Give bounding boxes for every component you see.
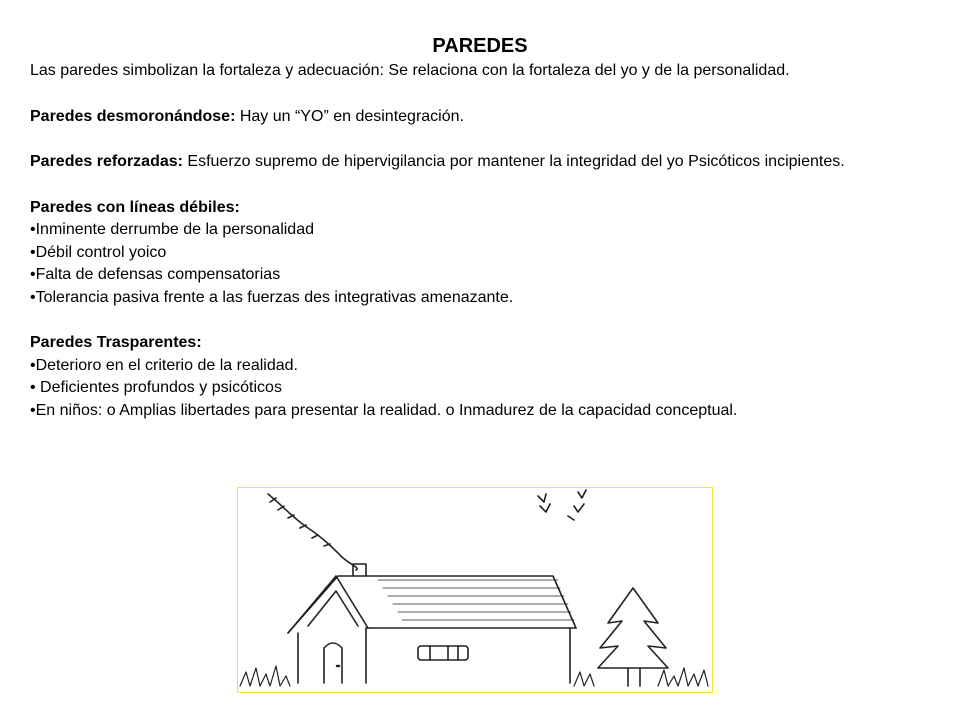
desmoronandose-label: Paredes desmoronándose: <box>30 107 236 125</box>
bird-mark <box>538 490 586 520</box>
grass <box>240 666 708 686</box>
reforzadas-label: Paredes reforzadas: <box>30 153 183 170</box>
door <box>324 643 342 683</box>
debiles-item: •Débil control yoico <box>30 243 167 261</box>
tree-trunk <box>628 668 640 686</box>
roof-shading <box>378 580 574 620</box>
tree <box>598 588 668 668</box>
desmoronandose-text: Hay un “YO” en desintegración. <box>235 107 464 125</box>
gable-inner <box>308 591 358 626</box>
trasparentes-item: •Deterioro en el criterio de la realidad. <box>30 356 298 374</box>
gable <box>288 576 368 633</box>
intro-paragraph: Las paredes simbolizan la fortaleza y adecuación: Se relaciona con la fortaleza del yo y de la personalidad. <box>30 62 790 79</box>
trasparentes-heading: Paredes Trasparentes: <box>30 334 202 351</box>
house-drawing <box>237 487 713 693</box>
debiles-item: •Falta de defensas compensatorias <box>30 266 281 283</box>
reforzadas-text: Esfuerzo supremo de hipervigilancia por mantener la integridad del yo Psicóticos incipientes. <box>182 153 845 170</box>
debiles-heading: Paredes con líneas débiles: <box>30 198 240 216</box>
page-title: PAREDES <box>432 35 528 57</box>
roof-outline <box>288 576 576 633</box>
house-wall <box>298 628 570 683</box>
text-content <box>30 60 908 422</box>
debiles-item: •Inminente derrumbe de la personalidad <box>30 221 314 238</box>
trasparentes-item: • Deficientes profundos y psicóticos <box>30 379 282 396</box>
smoke-line <box>268 494 357 570</box>
trasparentes-item: •En niños: o Amplias libertades para presentar la realidad. o Inmadurez de la capacidad conceptual. <box>30 401 738 419</box>
desmoronandose-paragraph <box>30 106 908 129</box>
debiles-item: •Tolerancia pasiva frente a las fuerzas des integrativas amenazante. <box>30 288 514 306</box>
window <box>418 646 468 660</box>
reforzadas-paragraph <box>30 151 908 174</box>
window-bars <box>430 646 458 660</box>
